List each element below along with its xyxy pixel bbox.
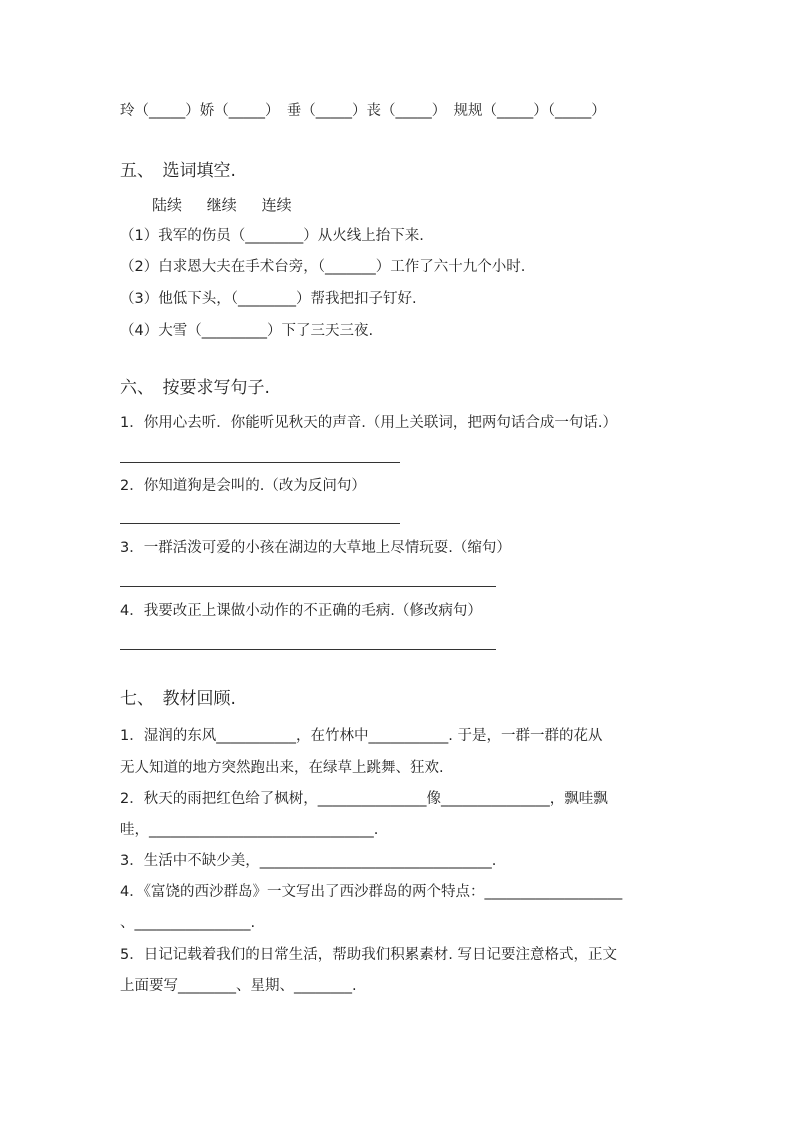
section-5-item-3: （3）他低下头，（________）帮我把扣子钉好. <box>120 291 417 307</box>
section-7-line: 、________________. <box>120 915 256 931</box>
section-6-item-2: 2．你知道狗是会叫的.（改为反问句） <box>120 478 366 494</box>
section-7-line: 4．《富饶的西沙群岛》一文写出了西沙群岛的两个特点：___________________ <box>120 884 623 900</box>
answer-line-3[interactable] <box>120 586 496 587</box>
section-7-title: 七、 教材回顾. <box>120 689 236 709</box>
section-7-line: 3．生活中不缺少美，________________________________. <box>120 853 497 869</box>
section-6-item-4: 4．我要改正上课做小动作的不正确的毛病.（修改病句） <box>120 603 482 619</box>
section-7-line: 上面要写________、星期、________. <box>120 978 357 994</box>
answer-line-2[interactable] <box>120 523 400 524</box>
section-7-line: 1．湿润的东风___________，在竹林中___________. 于是，一群一群的花从 <box>120 728 603 744</box>
section-5-item-4: （4）大雪（_________）下了三天三夜. <box>120 323 374 339</box>
word-option: 陆续 <box>152 196 183 214</box>
section-7-line: 哇，_______________________________. <box>120 822 379 838</box>
section-7-line: 5．日记记载着我们的日常生活，帮助我们积累素材. 写日记要注意格式，正文 <box>120 947 617 963</box>
answer-line-4[interactable] <box>120 649 496 650</box>
answer-line-1[interactable] <box>120 462 400 463</box>
section-5-title: 五、 选词填空. <box>120 161 236 181</box>
section-6-item-1: 1．你用心去听．你能听见秋天的声音.（用上关联词，把两句话合成一句话.） <box>120 415 617 431</box>
section-7-line: 2．秋天的雨把红色给了枫树，_______________像_______________，飘哇飘 <box>120 791 608 807</box>
section-6-item-3: 3．一群活泼可爱的小孩在湖边的大草地上尽情玩耍.（缩句） <box>120 540 511 556</box>
section-5-item-2: （2）白求恩大夫在手术台旁，（_______）工作了六十九个小时. <box>120 259 526 275</box>
word-option: 连续 <box>261 196 292 214</box>
section-6-title: 六、 按要求写句子. <box>120 378 270 398</box>
section-5-item-1: （1）我军的伤员（________）从火线上抬下来. <box>120 228 424 244</box>
fill-in-line-4: 玲（_____）娇（_____） 垂（_____）丧（_____） 规规（_____）（_____） <box>120 103 606 119</box>
section-7-line: 无人知道的地方突然跑出来，在绿草上跳舞、狂欢. <box>120 760 444 776</box>
word-bank <box>152 195 312 215</box>
word-option: 继续 <box>206 196 237 214</box>
